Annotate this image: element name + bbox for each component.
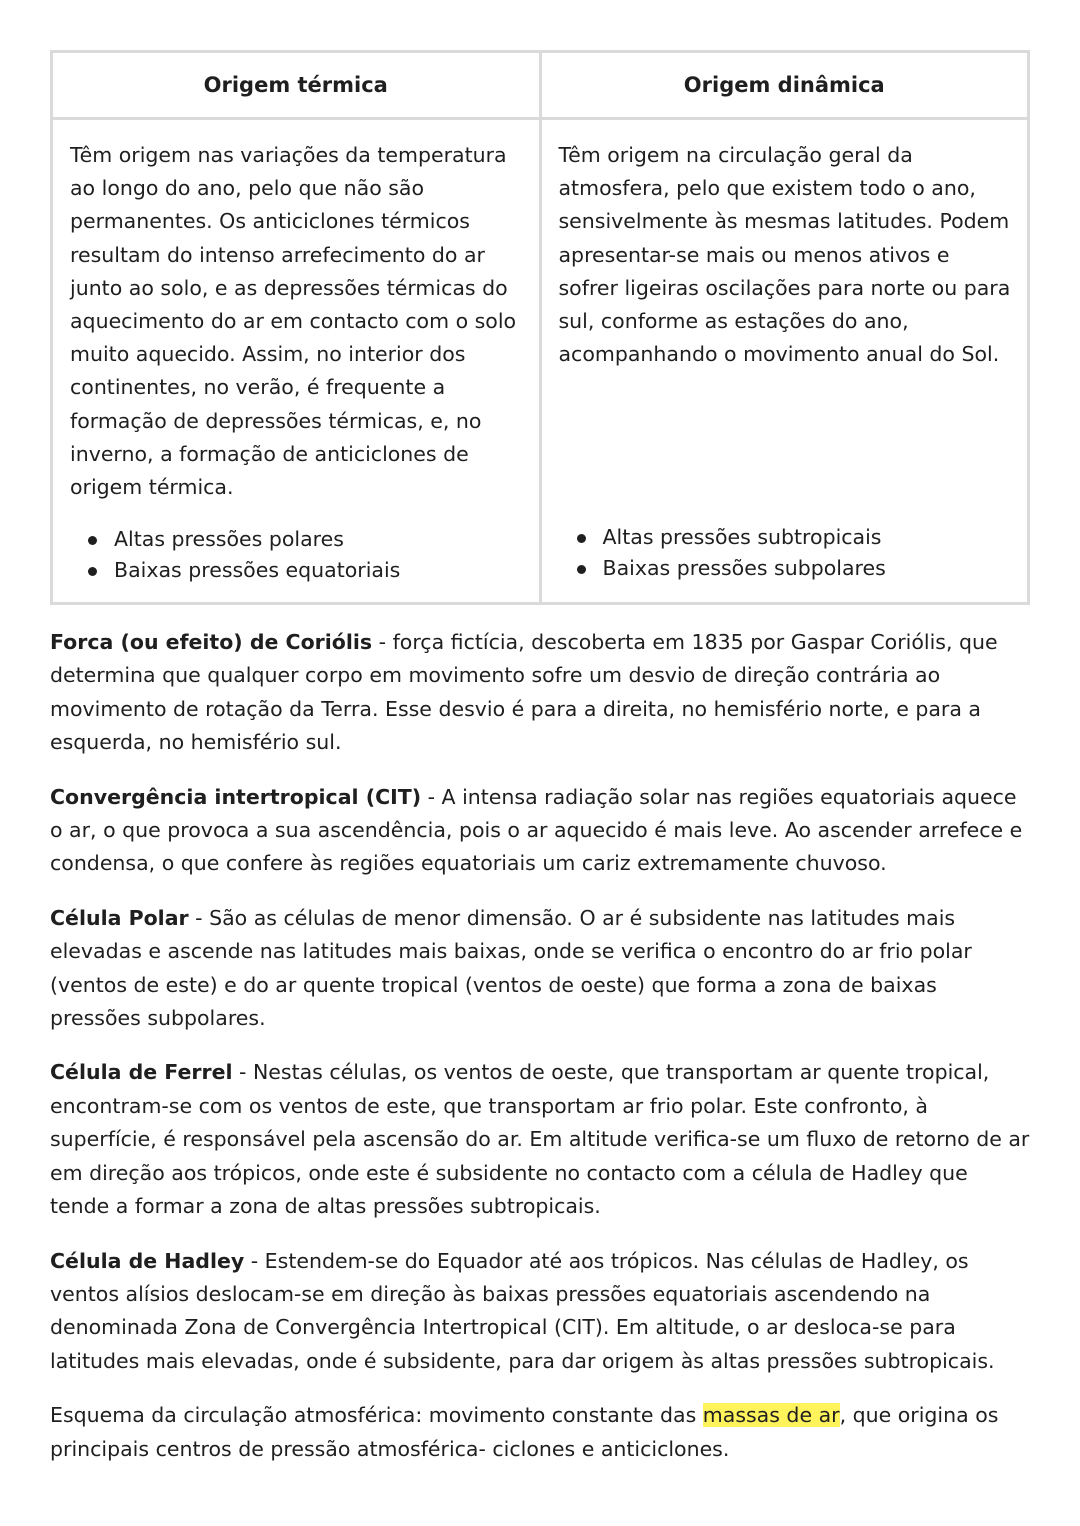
- table-body-row: [52, 119, 1029, 604]
- header-origem-dinamica: Origem dinâmica: [540, 52, 1029, 119]
- paragraph-esquema: [50, 1399, 1030, 1466]
- paragraph-celula-hadley: [50, 1245, 1030, 1379]
- paragraph-celula-polar: [50, 902, 1030, 1036]
- term-cit: Convergência intertropical (CIT): [50, 784, 422, 809]
- list-item: Baixas pressões subpolares: [603, 553, 1012, 584]
- table-header-row: [52, 52, 1029, 119]
- termica-bullet-list: [70, 524, 523, 586]
- list-item: Baixas pressões equatoriais: [114, 555, 523, 586]
- definition-celula-polar: - São as células de menor dimensão. O ar é subsidente nas latitudes mais elevadas e ascende nas latitudes mais baixas, onde se verifica o encontro do ar frio polar (ventos de este) e do ar quente tropical (ventos de oeste) que forma a zona de baixas pressões subpolares.: [50, 905, 972, 1031]
- cell-origem-termica: [52, 119, 541, 604]
- dinamica-bullet-list: [559, 522, 1012, 584]
- term-celula-hadley: Célula de Hadley: [50, 1248, 245, 1273]
- header-origem-termica: Origem térmica: [52, 52, 541, 119]
- definition-celula-ferrel: - Nestas células, os ventos de oeste, que transportam ar quente tropical, encontram-se com os ventos de este, que transportam ar frio polar. Este confronto, à superfície, é responsável pela ascensão do ar. Em altitude verifica-se um fluxo de retorno de ar em direção aos trópicos, onde este é subsidente no contacto com a célula de Hadley que tende a formar a zona de altas pressões subtropicais.: [50, 1060, 1030, 1219]
- paragraph-coriolis: [50, 626, 1030, 760]
- esquema-text-before: Esquema da circulação atmosférica: movimento constante das: [50, 1403, 703, 1428]
- termica-description: Têm origem nas variações da temperatura ao longo do ano, pelo que não são permanentes. Os anticiclones térmicos resultam do intenso arrefecimento do ar junto ao solo, e as depressões térmicas do aquecimento do ar em contacto com o solo muito aquecido. Assim, no interior dos continentes, no verão, é frequente a formação de depressões térmicas, e, no inverno, a formação de anticiclones de origem térmica.: [70, 143, 517, 500]
- term-coriolis: Forca (ou efeito) de Coriólis: [50, 630, 373, 654]
- pressure-origin-table: [50, 50, 1030, 605]
- definition-coriolis: - força fictícia, descoberta em 1835 por Gaspar Coriólis, que determina que qualquer corpo em movimento sofre um desvio de direção contrária ao movimento de rotação da Terra. Esse desvio é para a direita, no hemisfério norte, e para a esquerda, no hemisfério sul.: [50, 630, 998, 755]
- esquema-text-after: , que origina os principais centros de pressão atmosférica- ciclones e anticiclones.: [50, 1403, 999, 1461]
- cell-origem-dinamica: [540, 119, 1029, 604]
- definition-celula-hadley: - Estendem-se do Equador até aos trópicos. Nas células de Hadley, os ventos alísios deslocam-se em direção às baixas pressões equatoriais ascendendo na denominada Zona de Convergência Intertropical (CIT). Em altitude, o ar desloca-se para latitudes mais elevadas, onde é subsidente, para dar origem às altas pressões subtropicais.: [50, 1248, 995, 1373]
- document-page: [50, 50, 1030, 1466]
- paragraph-celula-ferrel: [50, 1056, 1030, 1223]
- term-celula-polar: Célula Polar: [50, 905, 189, 930]
- dinamica-description: Têm origem na circulação geral da atmosfera, pelo que existem todo o ano, sensivelmente às mesmas latitudes. Podem apresentar-se mais ou menos ativos e sofrer ligeiras oscilações para norte ou para sul, conforme as estações do ano, acompanhando o movimento anual do Sol.: [558, 143, 1011, 367]
- paragraph-cit: [50, 781, 1030, 881]
- definition-cit: - A intensa radiação solar nas regiões equatoriais aquece o ar, o que provoca a sua ascendência, pois o ar aquecido é mais leve. Ao ascender arrefece e condensa, o que confere às regiões equatoriais um cariz extremamente chuvoso.: [50, 784, 1023, 876]
- highlighted-text: massas de ar: [702, 1403, 840, 1428]
- term-celula-ferrel: Célula de Ferrel: [50, 1060, 233, 1085]
- list-item: Altas pressões polares: [114, 524, 523, 555]
- list-item: Altas pressões subtropicais: [603, 522, 1012, 553]
